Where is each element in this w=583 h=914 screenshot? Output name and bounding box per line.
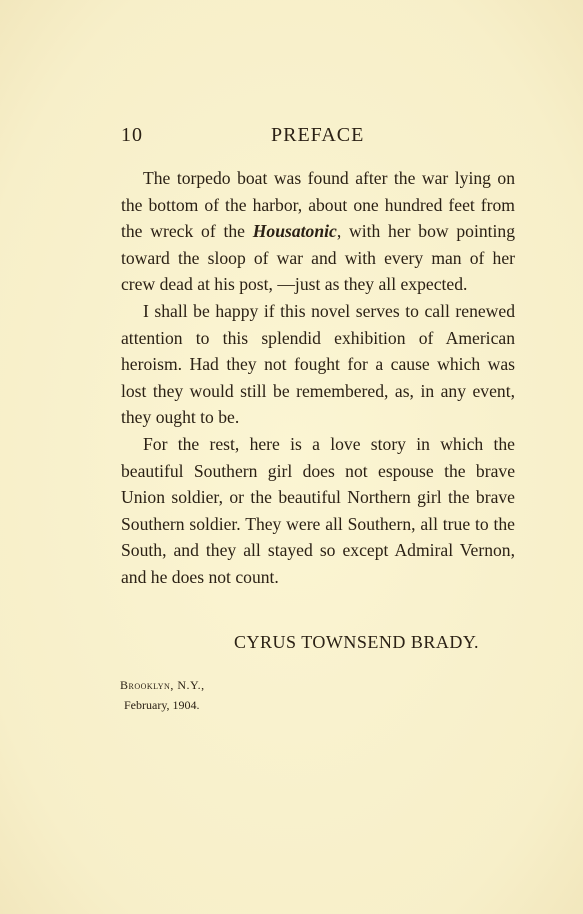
paragraph-1 [121, 165, 515, 298]
dateline [120, 675, 205, 715]
running-head: PREFACE [271, 124, 365, 146]
preface-body [121, 165, 515, 591]
page-number: 10 [121, 124, 143, 146]
ship-name: Housatonic [252, 221, 337, 242]
author-signature: CYRUS TOWNSEND BRADY. [234, 632, 480, 652]
paragraph-2: I shall be happy if this novel serves to call renewed attention to this splendid exhibition of American heroism. Had they not fought for a cause which was lost they would still be remembered, as, in any event, they ought to be. [121, 300, 515, 428]
paragraph-1-text-end: , with her bow pointing toward the sloop of war and with every man of her crew dead at his post, —just as they all expected. [121, 221, 516, 295]
paragraph-1-text-start: The torpedo boat was found after the war lying on the bottom of the harbor, about one hundred feet from the wreck of the [121, 168, 515, 242]
paragraph-3: For the rest, here is a love story in which the beautiful Southern girl does not espouse the brave Union soldier, or the beautiful Northern girl the brave Southern soldier. They were all Southern, all true to the South, and they all stayed so except Admiral Vernon, and he does not count. [121, 433, 515, 587]
page-header [121, 124, 515, 150]
dateline-place: Brooklyn, N.Y., [120, 678, 205, 692]
dateline-date: February, 1904. [124, 698, 200, 712]
